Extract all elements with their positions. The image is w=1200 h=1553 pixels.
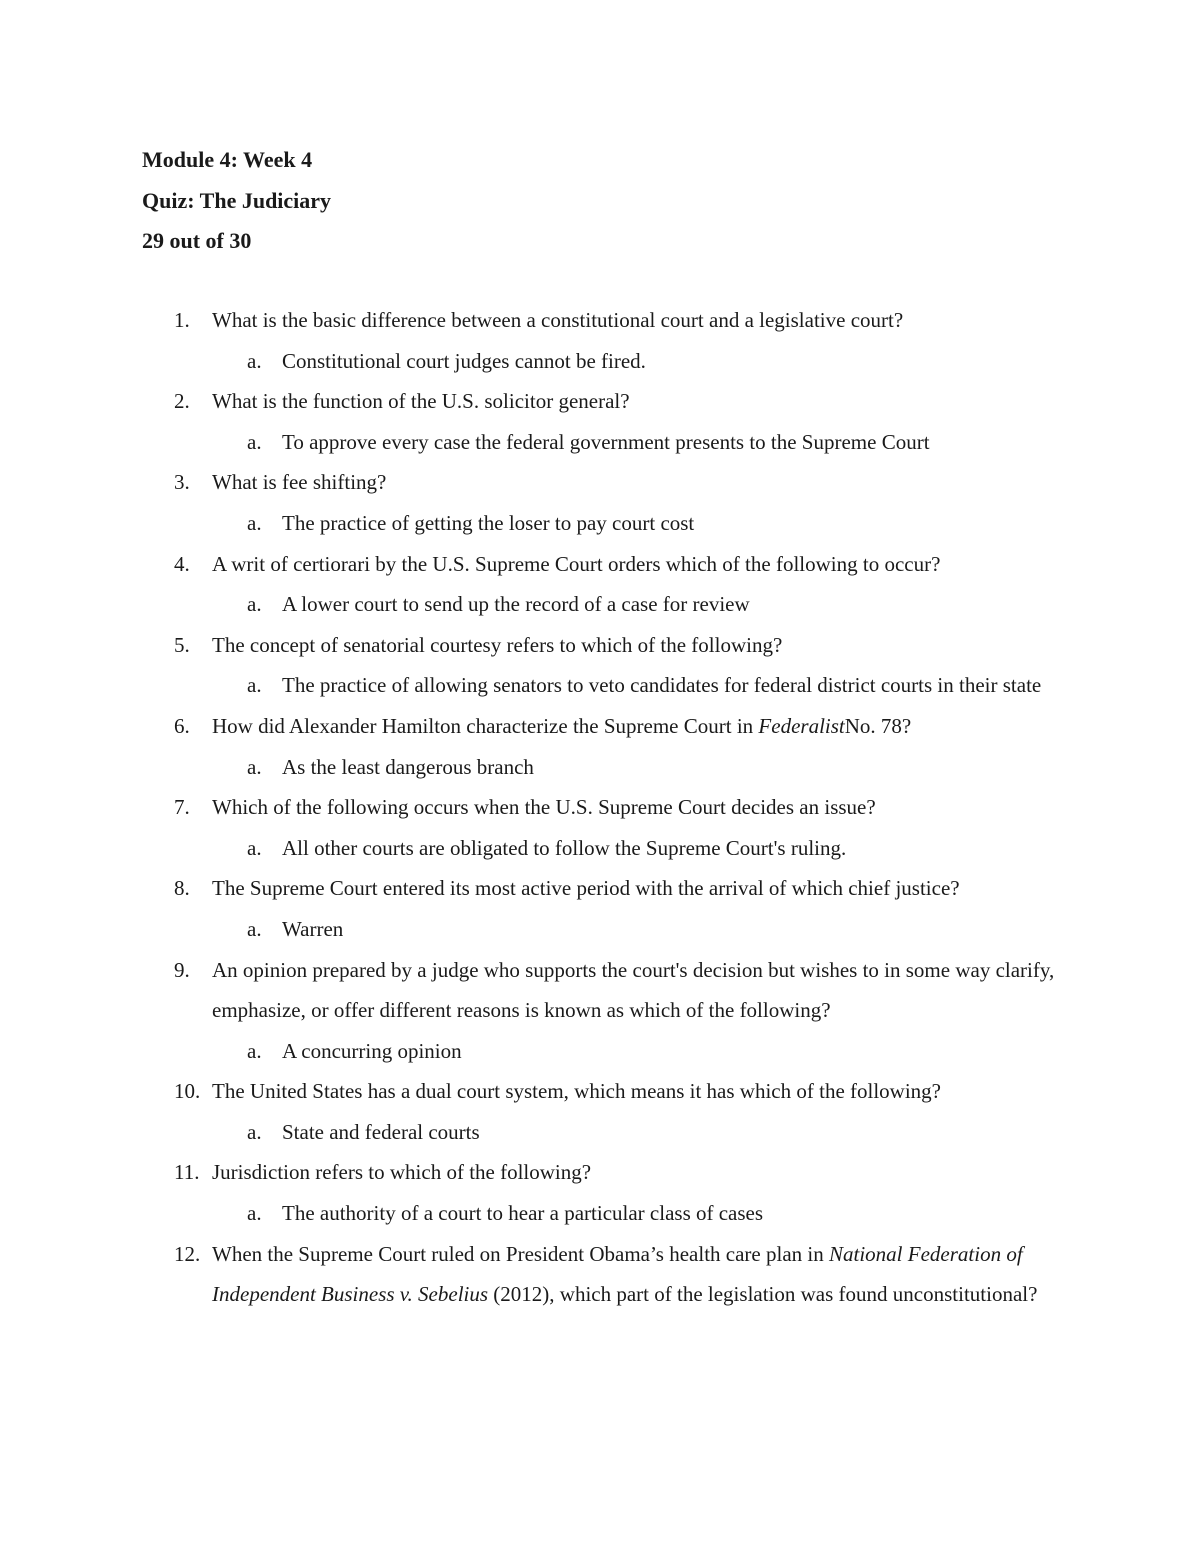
question-text: What is fee shifting? xyxy=(212,470,387,495)
answer-text: All other courts are obligated to follow the Supreme Court's ruling. xyxy=(282,835,847,860)
answer-letter: a. xyxy=(247,348,262,373)
answer-text: A lower court to send up the record of a case for review xyxy=(282,592,750,617)
question-number: 8. xyxy=(174,876,190,901)
answer-text: The practice of getting the loser to pay court cost xyxy=(282,510,695,535)
question-item xyxy=(0,1234,1200,1315)
question-text-after: No. 78? xyxy=(844,713,912,738)
answer-letter: a. xyxy=(247,916,262,941)
question-number: 3. xyxy=(174,470,190,495)
question-item xyxy=(0,544,1200,625)
answer-text: A concurring opinion xyxy=(282,1038,462,1063)
question-number: 2. xyxy=(174,389,190,414)
answer-text: Warren xyxy=(282,916,344,941)
answer-text: As the least dangerous branch xyxy=(282,754,534,779)
answer-letter: a. xyxy=(247,1038,262,1063)
question-text: What is the function of the U.S. solicitor general? xyxy=(212,389,630,414)
answer-letter: a. xyxy=(247,429,262,454)
answer-letter: a. xyxy=(247,673,262,698)
quiz-title: Quiz: The Judiciary xyxy=(142,187,332,213)
question-item xyxy=(0,868,1200,949)
question-text: The United States has a dual court system, which means it has which of the following? xyxy=(212,1079,942,1104)
answer-text: To approve every case the federal government presents to the Supreme Court xyxy=(282,429,930,454)
module-heading: Module 4: Week 4 xyxy=(142,147,313,172)
answer-text: The authority of a court to hear a particular class of cases xyxy=(282,1201,764,1226)
question-number: 6. xyxy=(174,713,190,738)
question-item xyxy=(0,462,1200,543)
question-text: A writ of certiorari by the U.S. Supreme Court orders which of the following to occur? xyxy=(212,551,941,576)
answer-letter: a. xyxy=(247,835,262,860)
question-number: 10. xyxy=(174,1079,201,1104)
question-text: Which of the following occurs when the U.S. Supreme Court decides an issue? xyxy=(212,795,876,820)
question-number: 9. xyxy=(174,957,190,982)
question-text: The Supreme Court entered its most active period with the arrival of which chief justice? xyxy=(212,876,960,901)
answer-letter: a. xyxy=(247,510,262,535)
question-item xyxy=(0,381,1200,462)
question-text: What is the basic difference between a constitutional court and a legislative court? xyxy=(212,308,904,332)
question-number: 5. xyxy=(174,632,190,657)
question-number: 1. xyxy=(174,308,190,332)
answer-letter: a. xyxy=(247,754,262,779)
question-text: An opinion prepared by a judge who supports the court's decision but wishes to in some way clarify, emphasize, or offer different reasons is known as which of the following? xyxy=(212,957,1055,1023)
question-number: 12. xyxy=(174,1241,201,1266)
question-number: 4. xyxy=(174,551,190,576)
question-item xyxy=(0,625,1200,706)
quiz-score: 29 out of 30 xyxy=(142,228,252,253)
answer-letter: a. xyxy=(247,1119,262,1144)
question-text: Jurisdiction refers to which of the following? xyxy=(212,1160,592,1185)
question-item xyxy=(0,1071,1200,1152)
question-item xyxy=(0,1152,1200,1233)
question-item xyxy=(0,787,1200,868)
document-header xyxy=(142,140,331,262)
question-text-after: (2012), which part of the legislation was found unconstitutional? xyxy=(488,1282,1038,1307)
question-item xyxy=(0,300,1200,381)
question-text: The concept of senatorial courtesy refers to which of the following? xyxy=(212,632,783,657)
answer-text: Constitutional court judges cannot be fired. xyxy=(282,348,646,373)
answer-text: State and federal courts xyxy=(282,1119,480,1144)
question-text-italic: Federalist xyxy=(758,713,845,738)
question-text-before: How did Alexander Hamilton characterize the Supreme Court in xyxy=(212,713,759,738)
question-text-italic: National Federation of Independent Business v. Sebelius xyxy=(212,1241,1023,1307)
answer-letter: a. xyxy=(247,592,262,617)
question-list xyxy=(0,300,1200,1315)
question-number: 7. xyxy=(174,795,190,820)
question-number: 11. xyxy=(174,1160,200,1185)
question-item xyxy=(0,706,1200,787)
answer-text: The practice of allowing senators to veto candidates for federal district courts in their state xyxy=(282,673,1042,698)
question-item xyxy=(0,950,1200,1072)
question-text-before: When the Supreme Court ruled on President Obama’s health care plan in xyxy=(212,1241,829,1266)
answer-letter: a. xyxy=(247,1201,262,1226)
